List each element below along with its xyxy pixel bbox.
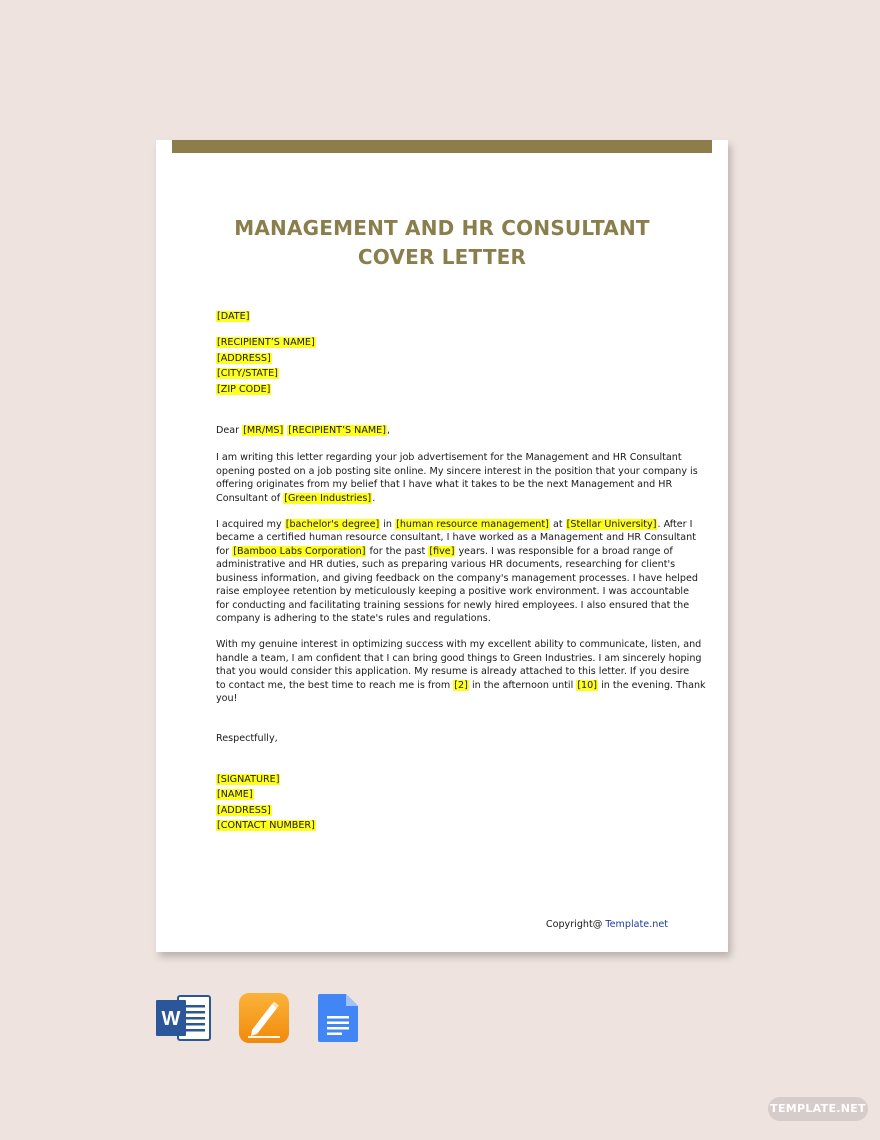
para2-line: business information, and giving feedback on the company's management processes. I have helped [216,572,698,584]
para3-line: With my genuine interest in optimizing success with my excellent ability to communicate, listen, and [216,639,702,651]
contact-time-to-field[interactable]: [10] [577,679,598,691]
title-line-1: MANAGEMENT AND HR CONSULTANT [234,216,650,240]
para3-line: that you would consider this application. My resume is already attached to this letter. If you desire [216,666,690,678]
paragraph-2 [216,518,698,625]
salutation-prefix: Dear [216,425,243,437]
para3-line: you! [216,692,238,704]
pages-icon[interactable] [238,992,290,1049]
employer-field[interactable]: [Bamboo Labs Corporation] [233,545,366,557]
para1-line: opening posted on a job posting site online. My sincere interest in the position that your company is [216,465,698,477]
template-net-watermark: TEMPLATE.NET [768,1097,868,1121]
salutation-name-field[interactable]: [RECIPIENT’S NAME] [288,425,386,437]
recipient-name-field[interactable]: [RECIPIENT’S NAME] [217,337,315,349]
salutation-title-field[interactable]: [MR/MS] [243,425,284,437]
para1-line: I am writing this letter regarding your job advertisement for the Management and HR Consultant [216,452,682,464]
salutation-suffix: , [387,425,391,437]
para2-line: for conducting and facilitating training sessions for newly hired employees. I also ensured that the [216,599,690,611]
closing: Respectfully, [216,733,278,745]
para2-line: became a certified human resource consultant, I have worked as a Management and HR Consultant [216,532,697,544]
para1-line: offering originates from my belief that I have what it takes to be the next Management and HR [216,479,673,491]
letter-body [216,310,706,832]
para3-line: to contact me, the best time to reach me is from [2] in the afternoon until [10] in the evening. Thank [216,679,706,691]
para1-line: Consultant of [Green Industries]. [216,492,376,504]
field-of-study-field[interactable]: [human resource management] [396,519,549,531]
signature-block [216,773,670,833]
copyright-link[interactable]: Template.net [605,919,668,930]
title-line-2: COVER LETTER [357,245,527,269]
sender-name-field[interactable]: [NAME] [217,789,253,801]
recipient-zip-field[interactable]: [ZIP CODE] [217,383,271,395]
para2-line: for [Bamboo Labs Corporation] for the past [five] years. I was responsible for a broad range of [216,545,673,557]
para3-line: handle a team, I am confident that I can bring good things to Green Industries. I am sincerely hoping [216,652,702,664]
para2-line: company is adhering to the state's rules and regulations. [216,612,491,624]
years-field[interactable]: [five] [429,545,455,557]
paragraph-3 [216,638,706,705]
para2-line: I acquired my [bachelor's degree] in [human resource management] at [Stellar University]. After I [216,519,693,531]
google-docs-icon[interactable] [316,992,360,1049]
word-icon[interactable] [156,992,212,1049]
signature-field[interactable]: [SIGNATURE] [217,773,280,785]
document-title [156,214,728,272]
date-block [216,310,670,323]
date-field[interactable]: [DATE] [217,311,250,322]
accent-bar [172,140,712,153]
salutation [216,424,670,437]
degree-field[interactable]: [bachelor's degree] [285,519,380,531]
recipient-address-field[interactable]: [ADDRESS] [217,352,271,364]
recipient-city-state-field[interactable]: [CITY/STATE] [217,368,278,380]
para2-line: administrative and HR duties, such as preparing various HR documents, researching for client's [216,559,676,571]
company-field[interactable]: [Green Industries] [284,492,372,504]
copyright-text: Copyright@ [545,919,606,930]
word-icon-letter: W [161,1008,181,1030]
contact-number-field[interactable]: [CONTACT NUMBER] [217,819,315,831]
paragraph-1 [216,451,698,505]
copyright-footer [546,919,668,930]
university-field[interactable]: [Stellar University] [566,519,657,531]
contact-time-from-field[interactable]: [2] [454,679,468,691]
recipient-block [216,336,670,396]
letter-page [156,140,728,952]
para2-line: raise employee retention by meticulously keeping a positive work environment. I was accountable [216,586,689,598]
sender-address-field[interactable]: [ADDRESS] [217,804,271,816]
